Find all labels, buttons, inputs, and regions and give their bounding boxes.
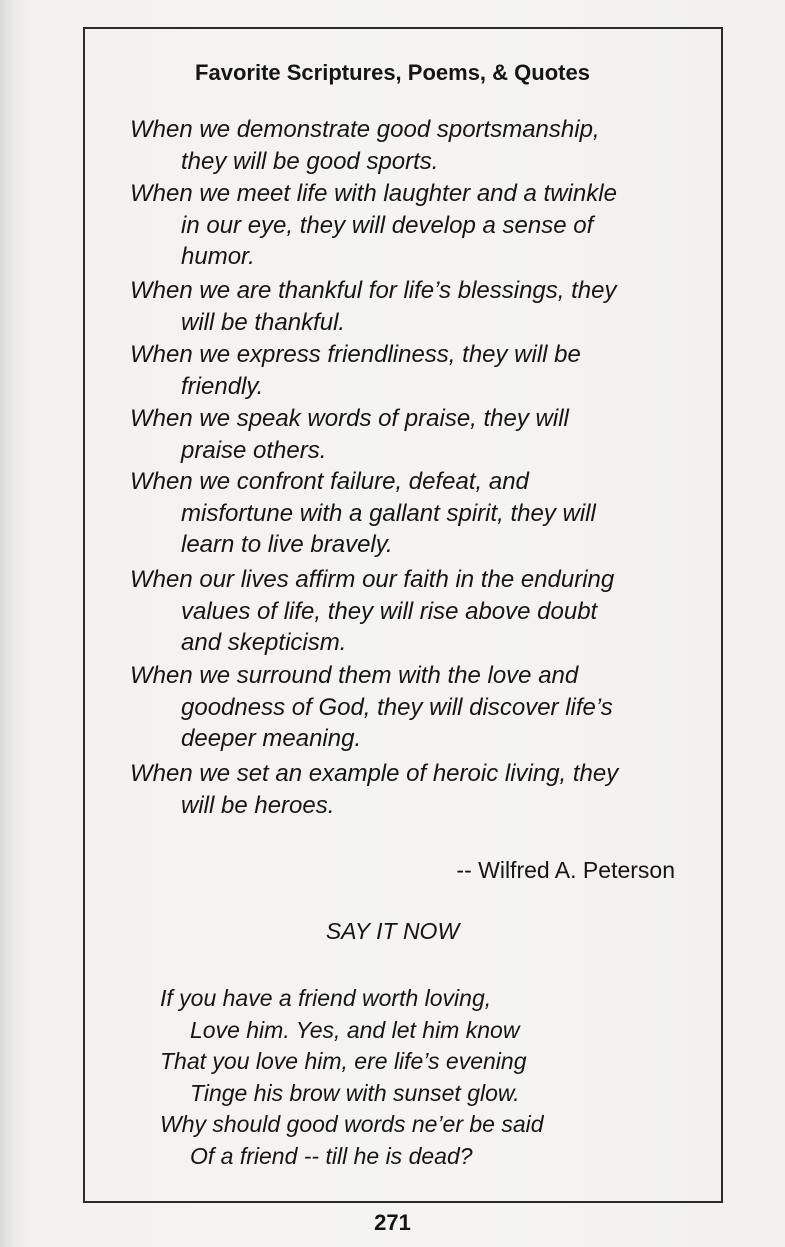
stanza-first-line: When we confront failure, defeat, and	[130, 468, 529, 495]
stanza-line: humor.	[181, 243, 255, 270]
quote-stanza	[130, 660, 675, 755]
quote-stanza	[130, 758, 675, 821]
stanza-first-line: When we meet life with laughter and a twinkle	[130, 180, 617, 207]
page-number: 271	[374, 1210, 411, 1235]
stanza-line: will be thankful.	[181, 308, 346, 336]
quote-stanza	[130, 339, 675, 402]
quote-stanza	[130, 564, 675, 659]
poem-line: That you love him, ere life’s evening	[160, 1048, 527, 1075]
poem-line: Love him. Yes, and let him know	[190, 1016, 520, 1043]
stanza-line: friendly.	[181, 372, 264, 400]
stanza-first-line: When we speak words of praise, they will	[130, 405, 569, 432]
poem-body	[160, 983, 544, 1173]
poem-line: Of a friend -- till he is dead?	[190, 1142, 473, 1169]
stanza-first-line: When we are thankful for life’s blessings, they	[130, 277, 617, 304]
stanza-first-line: When we express friendliness, they will be	[130, 341, 581, 368]
quote-stanza	[130, 178, 675, 273]
quote-stanza	[130, 114, 675, 177]
stanza-line: will be heroes.	[181, 791, 335, 819]
poem-line: If you have a friend worth loving,	[160, 985, 492, 1011]
stanza-line: deeper meaning.	[181, 725, 362, 752]
quote-stanza	[130, 275, 675, 338]
stanza-first-line: When we demonstrate good sportsmanship,	[130, 116, 600, 143]
stanza-line: learn to live bravely.	[181, 531, 393, 558]
stanza-line: values of life, they will rise above doubt	[181, 597, 598, 625]
stanza-line: they will be good sports.	[181, 147, 439, 175]
quote-stanza	[130, 403, 675, 466]
stanza-first-line: When we surround them with the love and	[130, 662, 579, 689]
quote-attribution: -- Wilfred A. Peterson	[456, 857, 675, 883]
stanza-first-line: When our lives affirm our faith in the enduring	[130, 566, 615, 593]
stanza-line: and skepticism.	[181, 629, 347, 656]
stanza-line: in our eye, they will develop a sense of	[181, 211, 594, 239]
page-heading: Favorite Scriptures, Poems, & Quotes	[195, 60, 590, 85]
stanza-line: misfortune with a gallant spirit, they will	[181, 499, 596, 527]
stanza-line: praise others.	[181, 436, 327, 464]
poem-line: Why should good words ne’er be said	[160, 1111, 544, 1138]
stanza-line: goodness of God, they will discover life’s	[181, 693, 613, 721]
stanza-first-line: When we set an example of heroic living, they	[130, 760, 619, 787]
quote-stanza	[130, 466, 675, 561]
poem-line: Tinge his brow with sunset glow.	[190, 1079, 520, 1106]
poem-title: SAY IT NOW	[325, 918, 460, 944]
